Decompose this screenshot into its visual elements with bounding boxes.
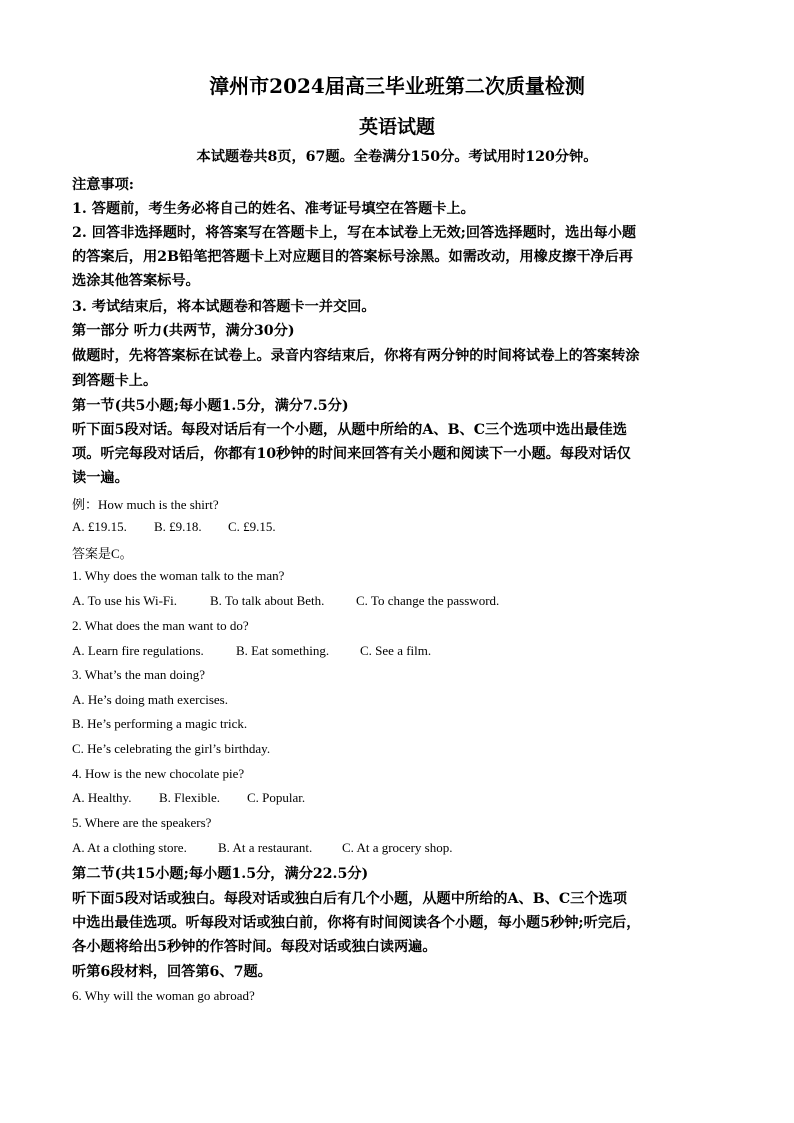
section2-heading: 第二节(共15小题;每小题1.5分，满分22.5分) [72,866,369,882]
question-5: 5. Where are the speakers? [72,815,212,830]
section2-instructions-line-1: 听下面5段对话或独白。每段对话或独白后有几个小题，从题中所给的A、B、C三个选项 [72,891,627,907]
section2-instructions-line-3: 各小题将给出5秒钟的作答时间。每段对话或独白读两遍。 [72,939,437,955]
question-2: 2. What does the man want to do? [72,618,249,633]
part1-heading: 第一部分 听力(共两节，满分30分) [72,323,295,339]
example-options [72,519,276,535]
q4-option-a: A. Healthy. [72,790,132,805]
question-6: 6. Why will the woman go abroad? [72,988,255,1003]
exam-info: 本试题卷共8页，67题。全卷满分150分。考试用时120分钟。 [196,149,598,165]
q3-option-b: B. He’s performing a magic trick. [72,716,248,731]
notes-heading: 注意事项: [72,177,134,193]
q3-option-c: C. He’s celebrating the girl’s birthday. [72,741,271,756]
question-1-options [72,593,499,609]
notes-item-2-line-2: 的答案后，用2B铅笔把答题卡上对应题目的答案标号涂黑。如需改动，用橡皮擦干净后再 [72,249,633,265]
q4-option-c: C. Popular. [247,790,306,805]
q2-option-b: B. Eat something. [236,643,330,658]
section1-instructions-line-1: 听下面5段对话。每段对话后有一个小题，从题中所给的A、B、C三个选项中选出最佳选 [72,422,627,438]
q2-option-c: C. See a film. [360,643,432,658]
subject-title: 英语试题 [358,116,435,138]
notes-item-3: 3. 考试结束后，将本试题卷和答题卡一并交回。 [72,299,376,315]
part1-intro-line-2: 到答题卡上。 [72,373,158,389]
notes-item-2-line-3: 选涂其他答案标号。 [72,273,200,289]
example-option-a: A. £19.15. [72,519,127,534]
question-4: 4. How is the new chocolate pie? [72,766,245,781]
q2-option-a: A. Learn fire regulations. [72,643,204,658]
notes-item-2-line-1: 2. 回答非选择题时，将答案写在答题卡上，写在本试卷上无效;回答选择题时，选出每小题 [72,225,637,241]
q5-option-b: B. At a restaurant. [218,840,313,855]
example-question: 例：How much is the shirt? [72,497,219,512]
example-answer: 答案是C。 [72,546,133,561]
q1-option-a: A. To use his Wi-Fi. [72,593,177,608]
q1-option-c: C. To change the password. [356,593,500,608]
section1-instructions-line-2: 项。听完每段对话后，你都有10秒钟的时间来回答有关小题和阅读下一小题。每段对话仅 [72,446,631,462]
q4-option-b: B. Flexible. [159,790,221,805]
section1-instructions-line-3: 读一遍。 [72,470,129,486]
section1-heading: 第一节(共5小题;每小题1.5分，满分7.5分) [72,398,349,414]
question-3: 3. What’s the man doing? [72,667,205,682]
question-5-options [72,840,452,856]
q1-option-b: B. To talk about Beth. [210,593,325,608]
exam-title: 漳州市2024届高三毕业班第二次质量检测 [209,74,585,98]
question-4-options [72,790,305,806]
q3-option-a: A. He’s doing math exercises. [72,692,228,707]
q5-option-c: C. At a grocery shop. [342,840,453,855]
notes-item-1: 1. 答题前，考生务必将自己的姓名、准考证号填空在答题卡上。 [72,201,475,217]
material-6-heading: 听第6段材料，回答第6、7题。 [72,964,272,980]
part1-intro-line-1: 做题时，先将答案标在试卷上。录音内容结束后，你将有两分钟的时间将试卷上的答案转涂 [72,348,640,364]
example-option-b: B. £9.18. [154,519,202,534]
example-option-c: C. £9.15. [228,519,276,534]
q5-option-a: A. At a clothing store. [72,840,187,855]
question-1: 1. Why does the woman talk to the man? [72,568,285,583]
section2-instructions-line-2: 中选出最佳选项。听每段对话或独白前，你将有时间阅读各个小题，每小题5秒钟;听完后， [72,915,641,931]
question-2-options [72,643,431,659]
